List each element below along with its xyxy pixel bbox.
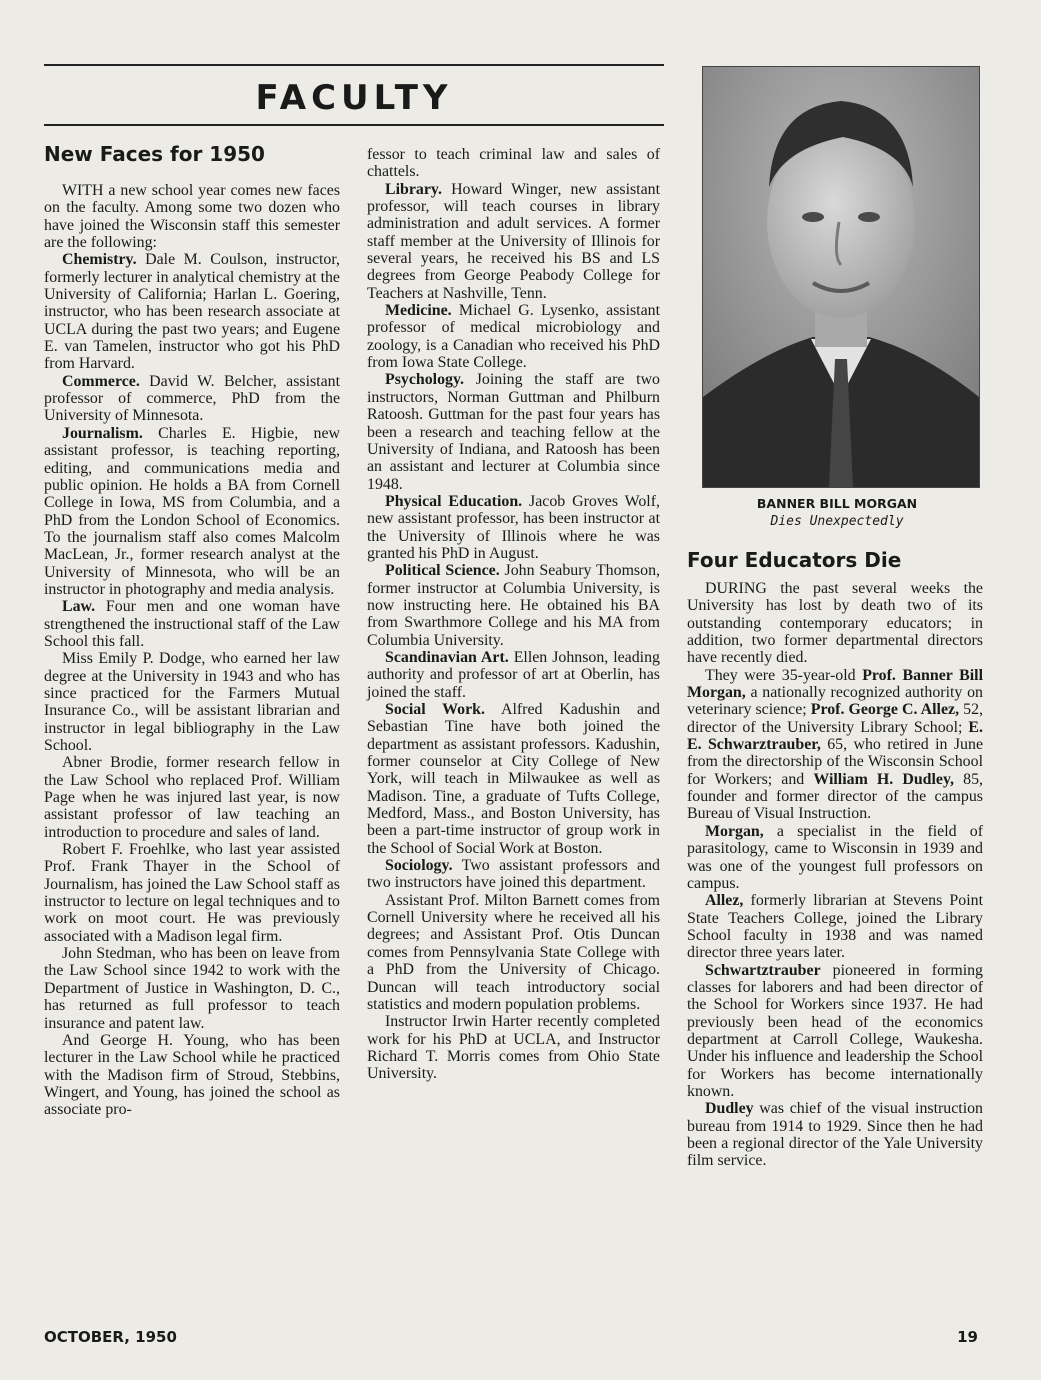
paragraph: Schwartztrauber pioneered in forming classes for laborers and had been director of the School for Workers since 1937. He had previously been head of the economics department at Carroll College, Waukesha. Under his influence and leadership the School for Workers has become internationally known.: [687, 961, 983, 1100]
section-title: FACULTY: [255, 78, 453, 118]
issue-date: OCTOBER, 1950: [44, 1328, 177, 1346]
paragraph: Sociology. Two assistant professors and two instructors have joined this department.: [367, 857, 660, 892]
paragraph: Social Work. Alfred Kadushin and Sebastian Tine have both joined the department as assistant professors. Kadushin, former counselor at City College of New York, will teach in Milwaukee as well as Madison. Tine, a graduate of Tufts College, Medford, Mass., and Boston University, has been a part-time instructor of group work in the School of Social Work at Boston.: [367, 701, 660, 857]
paragraph: Political Science. John Seabury Thomson, former instructor at Columbia University, is now instructing here. He obtained his BA from Swarthmore College and his MA from Columbia University.: [367, 562, 660, 649]
paragraph: Scandinavian Art. Ellen Johnson, leading authority and professor of art at Oberlin, has joined the staff.: [367, 648, 660, 701]
paragraph: And George H. Young, who has been lecturer in the Law School while he practiced with the Madison firm of Stroud, Stebbins, Wingert, and Young, has joined the school as associate pro-: [44, 1031, 340, 1119]
photo-caption-name: BANNER BILL MORGAN: [756, 496, 918, 511]
paragraph: Physical Education. Jacob Groves Wolf, new assistant professor, has been instructor at the University of Illinois where he was granted his PhD in August.: [367, 492, 660, 562]
paragraph: WITH a new school year comes new faces on the faculty. Among some two dozen who have joined the Wisconsin staff this semester are the following:: [44, 182, 340, 252]
new-faces-column: [44, 142, 340, 1119]
paragraph: Allez, formerly librarian at Stevens Point State Teachers College, joined the Library School faculty in 1938 and was named director three years later.: [687, 892, 983, 962]
paragraph: DURING the past several weeks the University has lost by death two of its outstanding contemporary educators; in addition, two former departmental directors have recently died.: [687, 580, 983, 667]
paragraph: Medicine. Michael G. Lysenko, assistant professor of medical microbiology and zoology, is a Canadian who received his PhD from Iowa State College.: [367, 302, 660, 372]
paragraph: Instructor Irwin Harter recently completed work for his PhD at UCLA, and Instructor Richard T. Morris comes from Ohio State University.: [367, 1013, 660, 1083]
paragraph: Abner Brodie, former research fellow in the Law School who replaced Prof. William Page when he was injured last year, is now assistant professor of law teaching an introduction to procedure and sales of land.: [44, 754, 340, 841]
four-educators-heading: Four Educators Die: [687, 548, 902, 572]
paragraph: Journalism. Charles E. Higbie, new assistant professor, is teaching reporting, editing, and communications media and public opinion. He holds a BA from Cornell College in Iowa, MS from Columbia, and a PhD from the London School of Economics. To the journalism staff also comes Malcolm MacLean, Jr., former research analyst at the University of Minnesota, who will be an instructor in photography and media analysis.: [44, 424, 340, 598]
paragraph: Robert F. Froehlke, who last year assisted Prof. Frank Thayer in the School of Journalism, has joined the Law School staff as instructor to lecture on legal techniques and to work on moot court. He was previously associated with a Madison legal firm.: [44, 841, 340, 945]
page-number: 19: [957, 1328, 978, 1346]
four-educators-column: [687, 548, 983, 1170]
paragraph: John Stedman, who has been on leave from the Law School since 1942 to work with the Department of Justice in Washington, D. C., has returned as full professor to teach insurance and patent law.: [44, 945, 340, 1032]
paragraph: Library. Howard Winger, new assistant professor, will teach courses in library administration and adult services. A former staff member at the University of Illinois for several years, he received his BS and LS degrees from George Peabody College for Teachers at Nashville, Tenn.: [367, 180, 660, 302]
paragraph: Psychology. Joining the staff are two instructors, Norman Guttman and Philburn Ratoosh. Guttman for the past four years has been a research and teaching fellow at the University of Indiana, and Ratoosh has been an assistant and lecturer at Columbia since 1948.: [367, 371, 660, 493]
portrait-photo: [702, 66, 980, 488]
portrait-illustration: [703, 67, 979, 487]
paragraph: Dudley was chief of the visual instruction bureau from 1914 to 1929. Since then he had been a regional director of the Yale University film service.: [687, 1100, 983, 1170]
paragraph: Assistant Prof. Milton Barnett comes from Cornell University where he received all his degrees; and Assistant Prof. Otis Duncan comes from Pennsylvania State College with a PhD from the University of Chicago. Duncan will teach introductory social statistics and modern population problems.: [367, 891, 660, 1013]
paragraph: Law. Four men and one woman have strengthened the instructional staff of the Law School this fall.: [44, 598, 340, 650]
paragraph: fessor to teach criminal law and sales of chattels.: [367, 146, 660, 181]
top-rule: [44, 64, 664, 66]
new-faces-heading: New Faces for 1950: [44, 142, 265, 166]
photo-caption-subtitle: Dies Unexpectedly: [770, 514, 904, 529]
paragraph: Morgan, a specialist in the field of parasitology, came to Wisconsin in 1939 and was one of the youngest full professors on campus.: [687, 822, 983, 892]
paragraph: Miss Emily P. Dodge, who earned her law degree at the University in 1943 and who has since practiced for the Farmers Mutual Insurance Co., will be assistant librarian and instructor in legal bibliography in the Law School.: [44, 650, 340, 754]
paragraph: Chemistry. Dale M. Coulson, instructor, formerly lecturer in analytical chemistry at the University of California; Harlan L. Goering, instructor, who has been research associate at UCLA during the past two years; and Eugene E. van Tamelen, instructor who got his PhD from Harvard.: [44, 251, 340, 373]
new-faces-column-continued: [367, 146, 660, 1083]
paragraph: Commerce. David W. Belcher, assistant professor of commerce, PhD from the University of Minnesota.: [44, 372, 340, 425]
title-rule: [44, 124, 664, 126]
paragraph: They were 35-year-old Prof. Banner Bill Morgan, a nationally recognized authority on veterinary science; Prof. George C. Allez, 52, director of the University Library School; E. E. Schwarztrauber, 65, who retired in June from the directorship of the Wisconsin School for Workers; and William H. Dudley, 85, founder and former director of the campus Bureau of Visual Instruction.: [687, 666, 983, 823]
